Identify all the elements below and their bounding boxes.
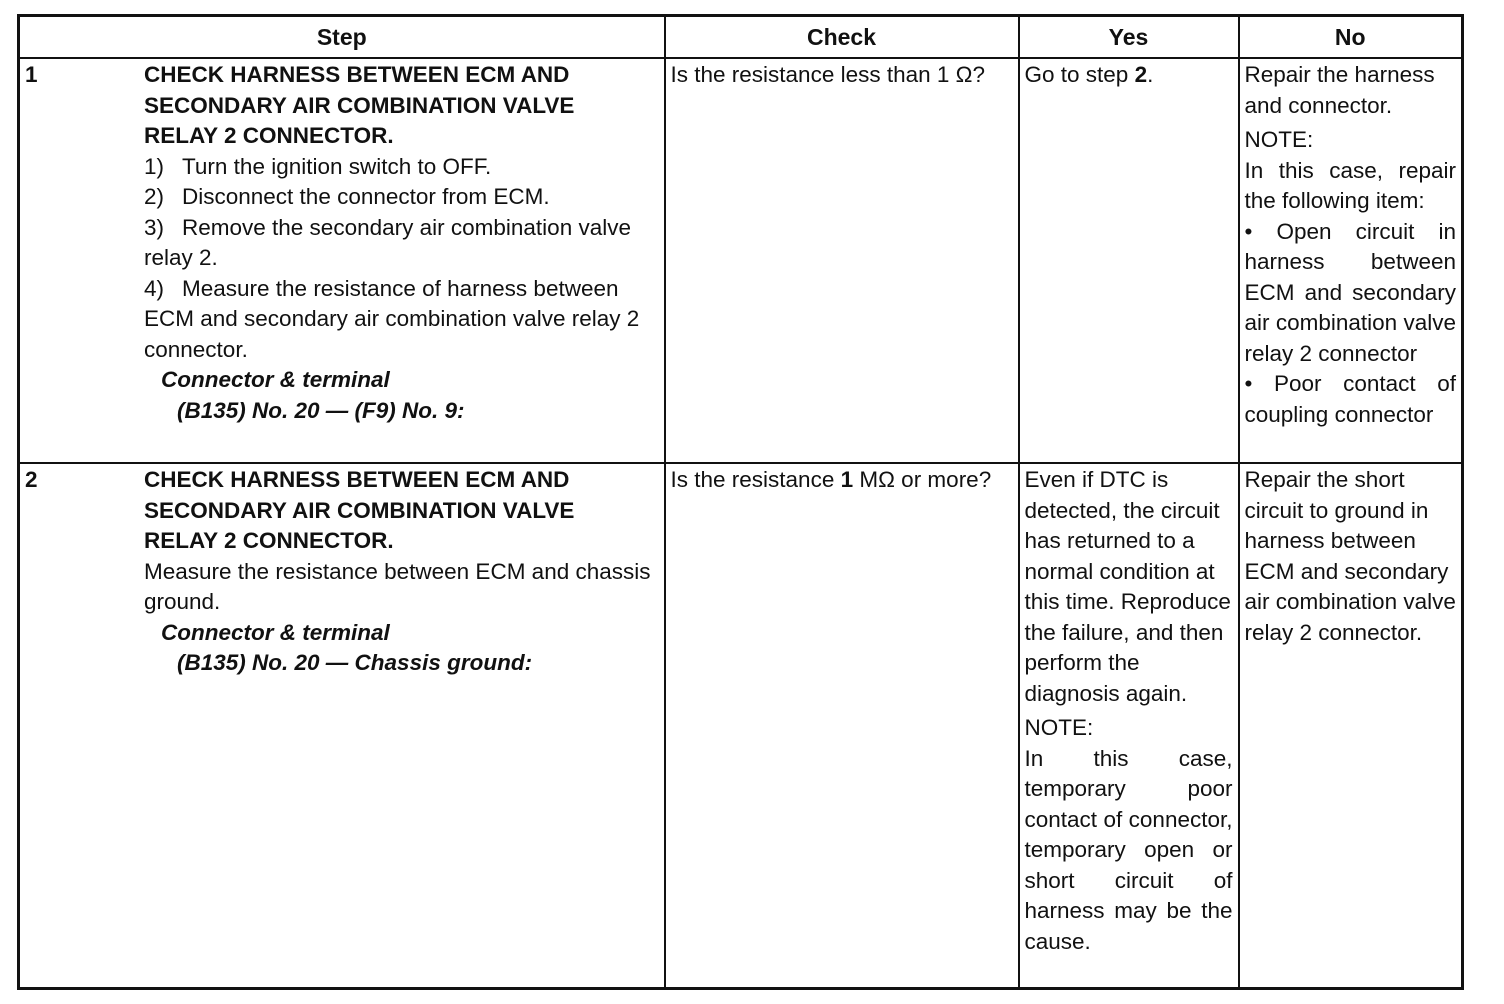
note-label: NOTE: (1244, 127, 1314, 152)
table-row (19, 58, 1463, 463)
step-body (144, 464, 664, 679)
substep: 3) Remove the secondary air combination valve relay 2. (144, 214, 631, 270)
yes-step-ref: 2 (1134, 62, 1148, 87)
substep: 2) Disconnect the connector from ECM. (144, 184, 550, 209)
step-title: CHECK HARNESS BETWEEN ECM AND SECONDARY AIR COMBINATION VALVE RELAY 2 CONNECTOR. (144, 62, 575, 148)
diagnostic-table (17, 14, 1464, 990)
check-cell (665, 58, 1019, 463)
yes-action: Even if DTC is detected, the circuit has returned to a normal condition at this time. Reproduce the failure, and then perform the diagnosis again. (1024, 467, 1231, 706)
no-action: Repair the harness and connector. (1244, 62, 1435, 118)
step-instruction: Measure the resistance between ECM and chassis ground. (144, 558, 651, 614)
yes-action: Go to step 2. (1024, 62, 1154, 87)
note-bullet: • Open circuit in harness between ECM and secondary air combination valve relay 2 connector (1244, 218, 1456, 366)
note-bullet: • Poor contact of coupling connector (1244, 371, 1456, 427)
step-cell (19, 463, 665, 989)
no-cell (1239, 58, 1463, 463)
note-text: In this case, temporary poor contact of connector, temporary open or short circuit of harness may be the cause. (1024, 745, 1233, 954)
table-row (19, 463, 1463, 989)
step-number: 1 (25, 62, 38, 87)
step-cell (19, 58, 665, 463)
connector-value: (B135) No. 20 — Chassis ground: (177, 650, 533, 675)
connector-value: (B135) No. 20 — (F9) No. 9: (177, 397, 465, 423)
header-row (19, 16, 1463, 59)
yes-cell (1019, 463, 1239, 989)
no-cell (1239, 463, 1463, 989)
header-step: Step (19, 16, 665, 59)
header-check: Check (665, 16, 1019, 59)
substep: 4) Measure the resistance of harness between ECM and secondary air combination valve relay 2 connector. (144, 275, 640, 362)
step-title: CHECK HARNESS BETWEEN ECM AND SECONDARY AIR COMBINATION VALVE RELAY 2 CONNECTOR. (144, 467, 575, 553)
header-yes: Yes (1019, 16, 1239, 59)
note-label: NOTE: (1024, 715, 1094, 740)
step-body (144, 59, 664, 426)
header-no: No (1239, 16, 1463, 59)
check-cell (665, 463, 1019, 989)
yes-cell (1019, 58, 1239, 463)
connector-label: Connector & terminal (161, 619, 390, 645)
check-question: Is the resistance 1 MΩ or more? (670, 467, 992, 492)
check-question: Is the resistance less than 1 Ω? (670, 62, 985, 87)
no-action: Repair the short circuit to ground in harness between ECM and secondary air combination valve relay 2 connector. (1244, 467, 1456, 645)
substep: 1) Turn the ignition switch to OFF. (144, 153, 492, 179)
step-number: 2 (25, 467, 38, 492)
connector-label: Connector & terminal (161, 367, 390, 392)
note-text: In this case, repair the following item: (1244, 157, 1456, 213)
